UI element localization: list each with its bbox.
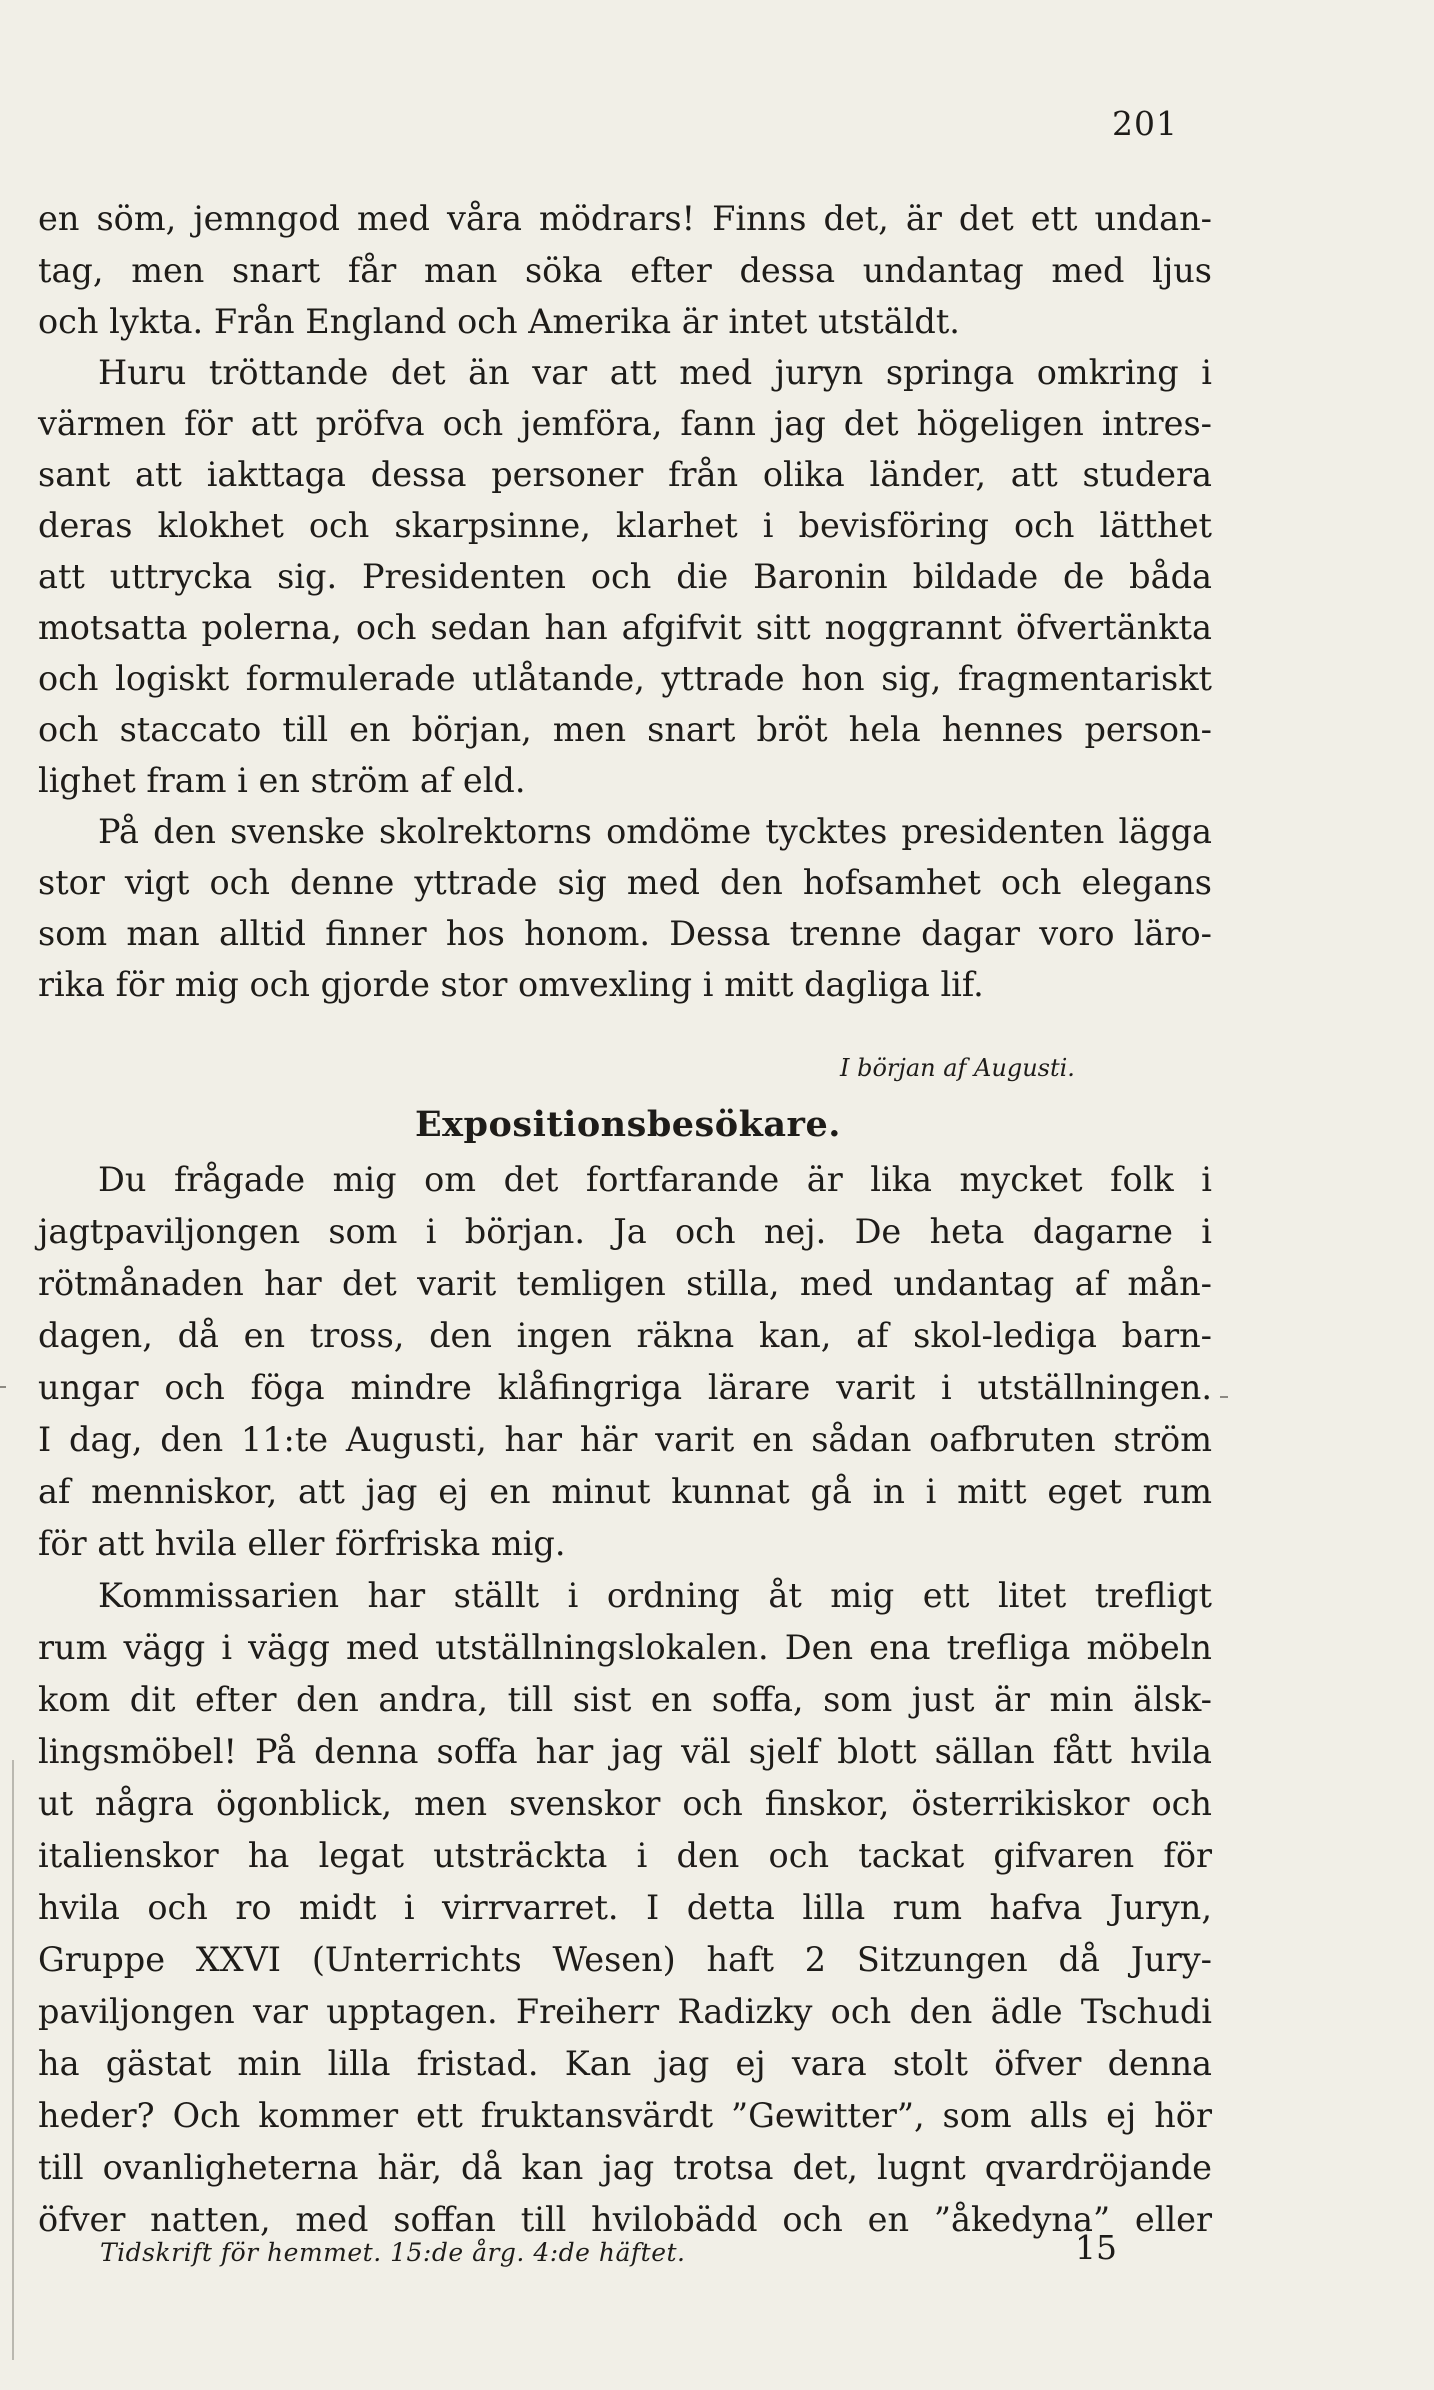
body-line: heder? Och kommer ett fruktansvärdt ”Gewitter”, som alls ej hör (38, 2096, 1212, 2135)
body-line: och lykta. Från England och Amerika är intet utstäldt. (38, 302, 960, 341)
section-heading: Expositionsbesökare. (415, 1104, 841, 1145)
body-line: I dag, den 11:te Augusti, har här varit en sådan oafbruten ström (38, 1420, 1212, 1459)
body-line: deras klokhet och skarpsinne, klarhet i bevisföring och lätthet (38, 506, 1212, 545)
page-number: 201 (1112, 104, 1178, 143)
body-line: ungar och föga mindre klåfingriga lärare varit i utställningen. (38, 1368, 1212, 1407)
dateline: I början af Augusti. (840, 1054, 1075, 1082)
body-line: och logiskt formulerade utlåtande, yttrade hon sig, fragmentariskt (38, 659, 1212, 698)
body-line: värmen för att pröfva och jemföra, fann jag det högeligen intres- (38, 404, 1212, 443)
body-line: till ovanligheterna här, då kan jag trotsa det, lugnt qvardröjande (38, 2148, 1212, 2187)
body-line: På den svenske skolrektorns omdöme tycktes presidenten lägga (98, 812, 1212, 851)
body-line: italienskor ha legat utsträckta i den och tackat gifvaren för (38, 1836, 1212, 1875)
signature-number: 15 (1075, 2228, 1117, 2267)
margin-mark (1220, 1396, 1228, 1398)
body-line: rika för mig och gjorde stor omvexling i mitt dagliga lif. (38, 965, 984, 1004)
body-line: motsatta polerna, och sedan han afgifvit sitt noggrannt öfvertänkta (38, 608, 1212, 647)
body-line: af menniskor, att jag ej en minut kunnat gå in i mitt eget rum (38, 1472, 1212, 1511)
margin-mark (0, 1386, 6, 1388)
body-line: öfver natten, med soffan till hvilobädd och en ”åkedyna” eller (38, 2200, 1212, 2239)
body-line: att uttrycka sig. Presidenten och die Baronin bildade de båda (38, 557, 1212, 596)
body-line: jagtpaviljongen som i början. Ja och nej. De heta dagarne i (38, 1212, 1212, 1251)
body-line: ha gästat min lilla fristad. Kan jag ej vara stolt öfver denna (38, 2044, 1212, 2083)
body-line: lingsmöbel! På denna soffa har jag väl sjelf blott sällan fått hvila (38, 1732, 1212, 1771)
body-line: Huru tröttande det än var att med juryn springa omkring i (98, 353, 1212, 392)
body-line: sant att iakttaga dessa personer från olika länder, att studera (38, 455, 1212, 494)
body-line: kom dit efter den andra, till sist en soffa, som just är min älsk- (38, 1680, 1212, 1719)
margin-rule (12, 1760, 14, 2360)
body-line: rötmånaden har det varit temligen stilla, med undantag af mån- (38, 1264, 1212, 1303)
body-line: lighet fram i en ström af eld. (38, 761, 526, 800)
body-line: och staccato till en början, men snart bröt hela hennes person- (38, 710, 1212, 749)
journal-footer: Tidskrift för hemmet. 15:de årg. 4:de häftet. (100, 2238, 686, 2267)
body-line: stor vigt och denne yttrade sig med den hofsamhet och elegans (38, 863, 1212, 902)
body-line: ut några ögonblick, men svenskor och finskor, österrikiskor och (38, 1784, 1212, 1823)
body-line: hvila och ro midt i virrvarret. I detta lilla rum hafva Juryn, (38, 1888, 1212, 1927)
body-line: som man alltid finner hos honom. Dessa trenne dagar voro läro- (38, 914, 1212, 953)
body-line: rum vägg i vägg med utställningslokalen. Den ena trefliga möbeln (38, 1628, 1212, 1667)
body-line: för att hvila eller förfriska mig. (38, 1524, 566, 1563)
body-line: Du frågade mig om det fortfarande är lika mycket folk i (98, 1160, 1212, 1199)
body-line: Kommissarien har ställt i ordning åt mig ett litet trefligt (98, 1576, 1212, 1615)
body-line: en söm, jemngod med våra mödrars! Finns det, är det ett undan- (38, 199, 1212, 238)
body-line: paviljongen var upptagen. Freiherr Radizky och den ädle Tschudi (38, 1992, 1212, 2031)
body-line: Gruppe XXVI (Unterrichts Wesen) haft 2 Sitzungen då Jury- (38, 1940, 1212, 1979)
body-line: tag, men snart får man söka efter dessa undantag med ljus (38, 251, 1212, 290)
body-line: dagen, då en tross, den ingen räkna kan, af skol-lediga barn- (38, 1316, 1212, 1355)
